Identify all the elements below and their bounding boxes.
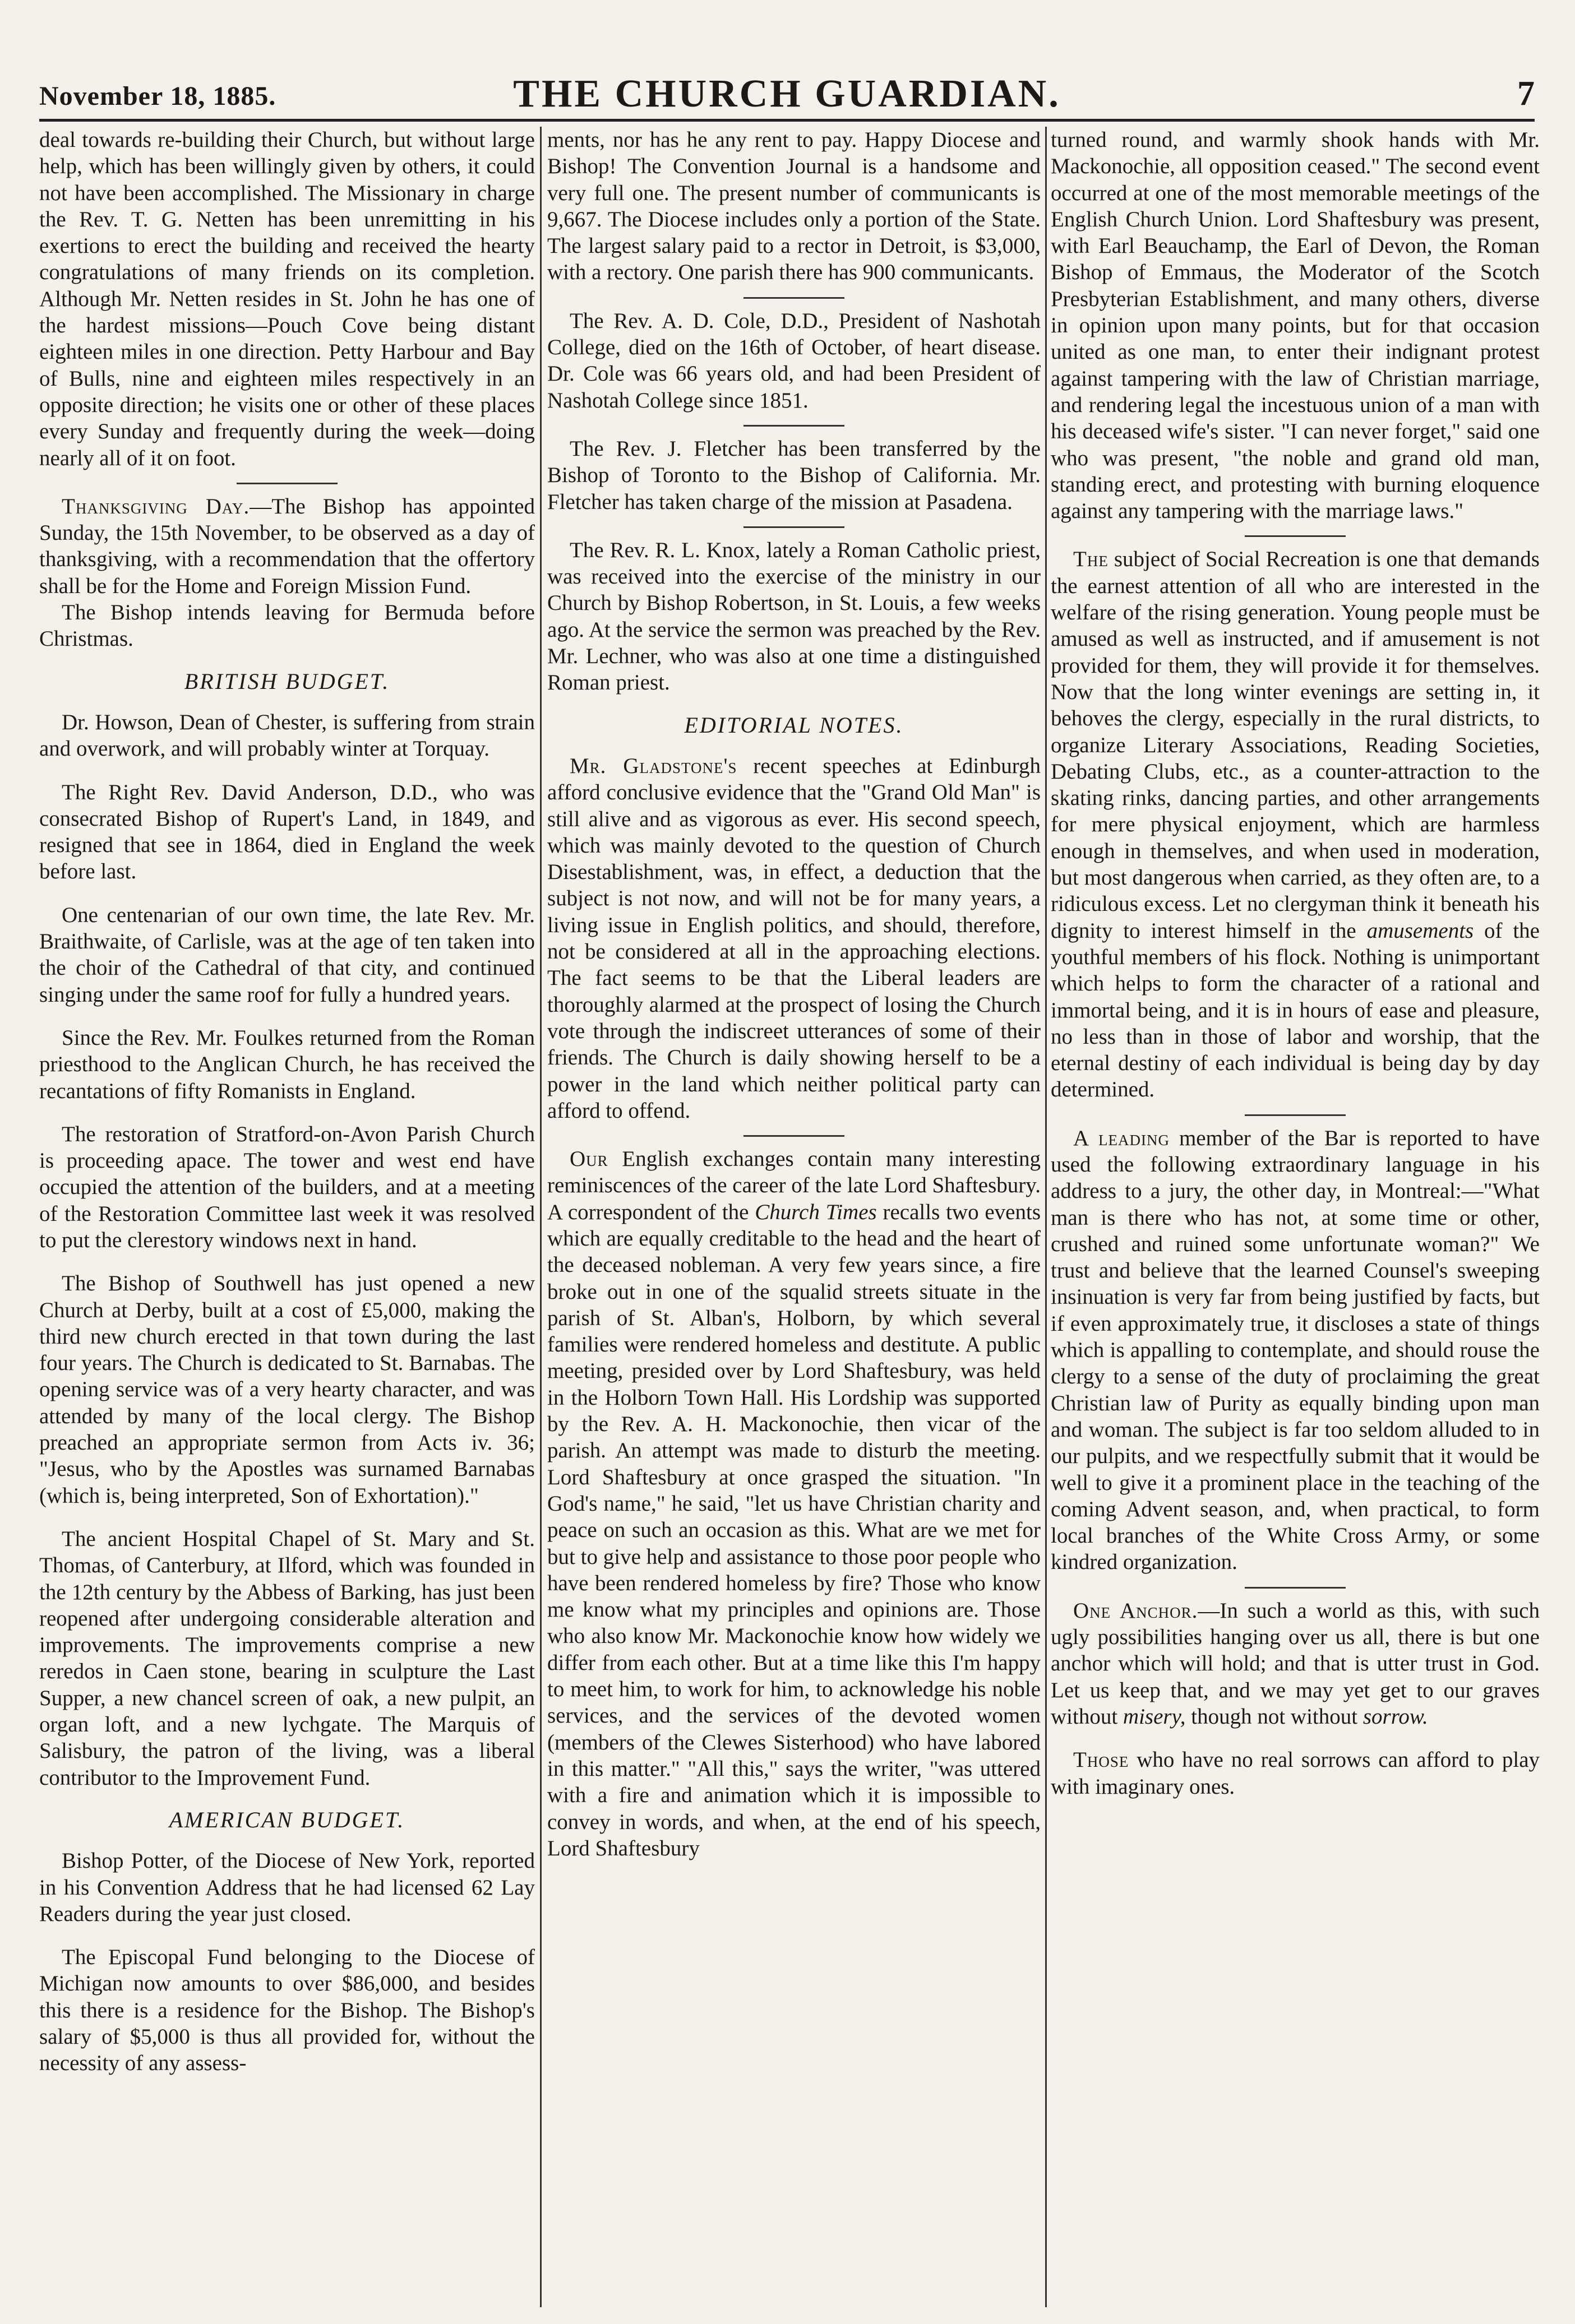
- article-paragraph: deal towards re-building their Church, but without large help, which has been willingly given by others, it could not have been accomplished. The Missionary in charge the Rev. T. G. Netten has been unremitting in his exertions to erect the building and received the hearty congratulations of many friends on its completion. Although Mr. Netten resides in St. John he has one of the hardest missions—Pouch Cove being distant eighteen miles in one direction. Petty Harbour and Bay of Bulls, nine and eighteen miles respectively in an opposite direction; he visits one or other of these places every Sunday and frequently during the week—doing nearly all of it on foot.: [39, 128, 535, 470]
- section-heading: AMERICAN BUDGET.: [169, 1807, 405, 1832]
- lead-words: The: [1073, 547, 1108, 572]
- article-paragraph: [39, 493, 535, 599]
- article-paragraph: The Rev. J. Fletcher has been transferred by the Bishop of Toronto to the Bishop of California. Mr. Fletcher has taken charge of the mission at Pasadena.: [547, 436, 1041, 514]
- paragraph-body: recalls two events which are equally creditable to the head and the heart of the deceased nobleman. A very few years since, a fire broke out in one of the squalid streets situate in the parish of St. Alban's, Holborn, by which several families were rendered homeless and destitute. A public meeting, presided over by Lord Shaftesbury, was held in the Holborn Town Hall. His Lordship was supported by the Rev. A. H. Mackonochie, then vicar of the parish. An attempt was made to disturb the meeting. Lord Shaftesbury at once grasped the situation. "In God's name," he said, "let us have Christian charity and peace on such an occasion as this. What are we met for but to give help and assistance to those poor people who have been rendered homeless by fire? Those who know me know what my principles and opinions are. Those who also know Mr. Mackonochie know how widely we differ from each other. But at a time like this I'm happy to meet him, to work for him, to acknowledge his noble services, and the services of the devoted women (members of the Clewes Sisterhood) who have labored in this matter." "All this," says the writer, "was uttered with a fire and animation which it is impossible to convey in words, and when, at the end of his speech, Lord Shaftesbury: [547, 1200, 1041, 1860]
- separator: [1245, 535, 1346, 537]
- separator: [743, 1135, 844, 1137]
- article-paragraph: [547, 753, 1041, 1124]
- lead-words: Those: [1073, 1748, 1129, 1772]
- lead-words: Our: [570, 1147, 608, 1172]
- article-paragraph: The Bishop of Southwell has just opened a new Church at Derby, built at a cost of £5,000, making the third new church erected in that town during the last four years. The Church is dedicated to St. Barnabas. The opening service was of a very hearty character, and was attended by many of the local clergy. The Bishop preached an appropriate sermon from Acts iv. 36; "Jesus, who by the Apostles was surnamed Barnabas (which is, being interpreted, Son of Exhortation).": [39, 1271, 535, 1508]
- article-paragraph: The Rev. A. D. Cole, D.D., President of Nashotah College, died on the 16th of October, of heart disease. Dr. Cole was 66 years old, and had been President of Nashotah College since 1851.: [547, 308, 1041, 413]
- article-paragraph: ments, nor has he any rent to pay. Happy Diocese and Bishop! The Convention Journal is a handsome and very full one. The present number of communicants is 9,667. The Diocese includes only a portion of the State. The largest salary paid to a rector in Detroit, is $3,000, with a rectory. One parish there has 900 communicants.: [547, 128, 1041, 285]
- article-paragraph: Bishop Potter, of the Diocese of New York, reported in his Convention Address that he had licensed 62 Lay Readers during the year just closed.: [39, 1849, 535, 1926]
- article-paragraph: [1051, 546, 1540, 1103]
- publication-name: Church Times: [755, 1200, 877, 1224]
- column-rule: [540, 127, 542, 2307]
- separator: [743, 526, 844, 528]
- paragraph-body: though not without: [1185, 1704, 1363, 1729]
- column-1: [39, 127, 535, 2307]
- article-paragraph: [547, 1146, 1041, 1862]
- article-paragraph: Dr. Howson, Dean of Chester, is suffering from strain and overwork, and will probably winter at Torquay.: [39, 710, 535, 761]
- paragraph-body: of the youthful members of his flock. Nothing is unimportant which helps to form the character of a rational and immortal being, and it is in hours of ease and pleasure, no less than in those of labor and worship, that the eternal destiny of each individual is being day by day determined.: [1051, 918, 1540, 1102]
- article-paragraph: One centenarian of our own time, the late Rev. Mr. Braithwaite, of Carlisle, was at the age of ten taken into the choir of the Cathedral of that city, and continued singing under the same roof for fully a hundred years.: [39, 902, 535, 1007]
- header-rule: [39, 119, 1535, 122]
- article-paragraph: The restoration of Stratford-on-Avon Parish Church is proceeding apace. The tower and west end have occupied the attention of the builders, and at a meeting of the Restoration Committee last week it was resolved to put the clerestory windows next in hand.: [39, 1122, 535, 1252]
- emphasis: sorrow.: [1362, 1704, 1428, 1729]
- column-2: [547, 127, 1041, 2307]
- page-number: 7: [1517, 75, 1535, 113]
- emphasis: misery,: [1123, 1704, 1186, 1729]
- masthead-title: THE CHURCH GUARDIAN.: [513, 72, 1061, 115]
- paragraph-body: —The Bishop has appointed Sunday, the 15th November, to be observed as a day of thanksgiving, with a recommendation that the offertory shall be for the Home and Foreign Mission Fund.: [39, 494, 535, 598]
- paragraph-body: recent speeches at Edinburgh afford conclusive evidence that the "Grand Old Man" is still alive and as vigorous as ever. His second speech, which was mainly devoted to the question of Church Disestablishment, was, in effect, a deduction that the subject is not now, and will not be for many years, a living issue in English politics, and should, therefore, not be considered at all in the approaching elections. The fact seems to be that the Liberal leaders are thoroughly alarmed at the prospect of losing the Church vote through the indiscreet utterances of some of their friends. The Church is daily showing herself to be a power in the land which neither political party can afford to offend.: [547, 753, 1041, 1123]
- article-paragraph: [1051, 1747, 1540, 1800]
- lead-words: A leading: [1073, 1126, 1170, 1150]
- article-paragraph: turned round, and warmly shook hands with Mr. Mackonochie, all opposition ceased." The second event occurred at one of the most memorable meetings of the English Church Union. Lord Shaftesbury was present, with Earl Beauchamp, the Earl of Devon, the Roman Bishop of Emmaus, the Moderator of the Scotch Presbyterian Establishment, and many others, diverse in opinion upon many points, but for that occasion united as one man, to enter their indignant protest against tampering with the law of Christian marriage, and rendering legal the incestuous union of a man with his deceased wife's sister. "I can never forget," said one who was present, "the noble and grand old man, standing erect, and protesting with burning eloquence against any tampering with the marriage laws.": [1051, 128, 1540, 524]
- article-paragraph: The ancient Hospital Chapel of St. Mary and St. Thomas, of Canterbury, at Ilford, which was founded in the 12th century by the Abbess of Barking, has just been reopened after undergoing considerable alteration and improvements. The improvements comprise a new reredos in Caen stone, bearing in sculpture the Last Supper, a new chancel screen of oak, a new pulpit, an organ loft, and a new lychgate. The Marquis of Salisbury, the patron of the living, was a liberal contributor to the Improvement Fund.: [39, 1526, 535, 1790]
- lead-words: Thanksgiving Day.: [62, 494, 250, 518]
- lead-words: One Anchor.: [1073, 1598, 1198, 1623]
- article-paragraph: [1051, 1598, 1540, 1730]
- separator: [237, 483, 338, 484]
- emphasis: amusements: [1366, 918, 1474, 943]
- separator: [1245, 1114, 1346, 1116]
- paragraph-body: subject of Social Recreation is one that demands the earnest attention of all who are interested in the welfare of the rising generation. Young people must be amused as well as instructed, and if amusement is not provided for them, they will provide it for themselves. Now that the long winter evenings are setting in, it behoves the clergy, especially in the rural districts, to organize Literary Associations, Reading Societies, Debating Clubs, etc., as a counter-attraction to the skating rinks, dancing parties, and other arrangements for mere physical enjoyment, which are harmless enough in themselves, and when used in moderation, but most dangerous when carried, as they often are, to a ridiculous excess. Let no clergyman think it beneath his dignity to interest himself in the: [1051, 547, 1540, 943]
- page-header: [39, 66, 1535, 114]
- issue-date: November 18, 1885.: [39, 81, 276, 111]
- column-3: [1051, 127, 1540, 2307]
- article-paragraph: [1051, 1125, 1540, 1576]
- column-rule: [1045, 127, 1047, 2307]
- article-paragraph: The Right Rev. David Anderson, D.D., who was consecrated Bishop of Rupert's Land, in 1849, and resigned that see in 1864, died in England the week before last.: [39, 780, 535, 884]
- paragraph-body: English exchanges contain many interesting reminiscences of the career of the late Lord Shaftesbury. A correspondent of the: [547, 1147, 1041, 1224]
- separator: [743, 297, 844, 299]
- lead-words: Mr. Gladstone's: [570, 753, 737, 778]
- separator: [743, 425, 844, 427]
- article-paragraph: Since the Rev. Mr. Foulkes returned from the Roman priesthood to the Anglican Church, he has received the recantations of fifty Romanists in England.: [39, 1025, 535, 1103]
- article-paragraph: The Episcopal Fund belonging to the Diocese of Michigan now amounts to over $86,000, and besides this there is a residence for the Bishop. The Bishop's salary of $5,000 is thus all provided for, without the necessity of any assess-: [39, 1945, 535, 2076]
- article-paragraph: The Bishop intends leaving for Bermuda before Christmas.: [39, 600, 535, 651]
- paragraph-body: member of the Bar is reported to have used the following extraordinary language in his address to a jury, the other day, in Montreal:—"What man is there who has not, at some time or other, crushed and ruined some unfortunate woman?" We trust and believe that the learned Counsel's sweeping insinuation is very far from being justified by facts, but if even approximately true, it discloses a state of things which is appalling to contemplate, and should rouse the clergy to a sense of the duty of proclaiming the great Christian law of Purity as equally binding upon man and woman. The subject is far too seldom alluded to in our pulpits, and we respectfully submit that it would be well to give it a prominent place in the teaching of the coming Advent season, and, when practical, to form local branches of the White Cross Army, or some kindred organization.: [1051, 1126, 1540, 1575]
- separator: [1245, 1587, 1346, 1589]
- article-paragraph: The Rev. R. L. Knox, lately a Roman Catholic priest, was received into the exercise of the ministry in our Church by Bishop Robertson, in St. Louis, a few weeks ago. At the service the sermon was preached by the Rev. Mr. Lechner, who was also at one time a distinguished Roman priest.: [547, 538, 1041, 695]
- section-heading: BRITISH BUDGET.: [184, 668, 390, 694]
- paragraph-body: —In such a world as this, with such ugly possibilities hanging over us all, there is but one anchor which will hold; and that is utter trust in God. Let us keep that, and we may yet get to our graves without: [1051, 1598, 1540, 1729]
- paragraph-body: who have no real sorrows can afford to play with imaginary ones.: [1051, 1748, 1540, 1799]
- section-heading: EDITORIAL NOTES.: [684, 712, 904, 738]
